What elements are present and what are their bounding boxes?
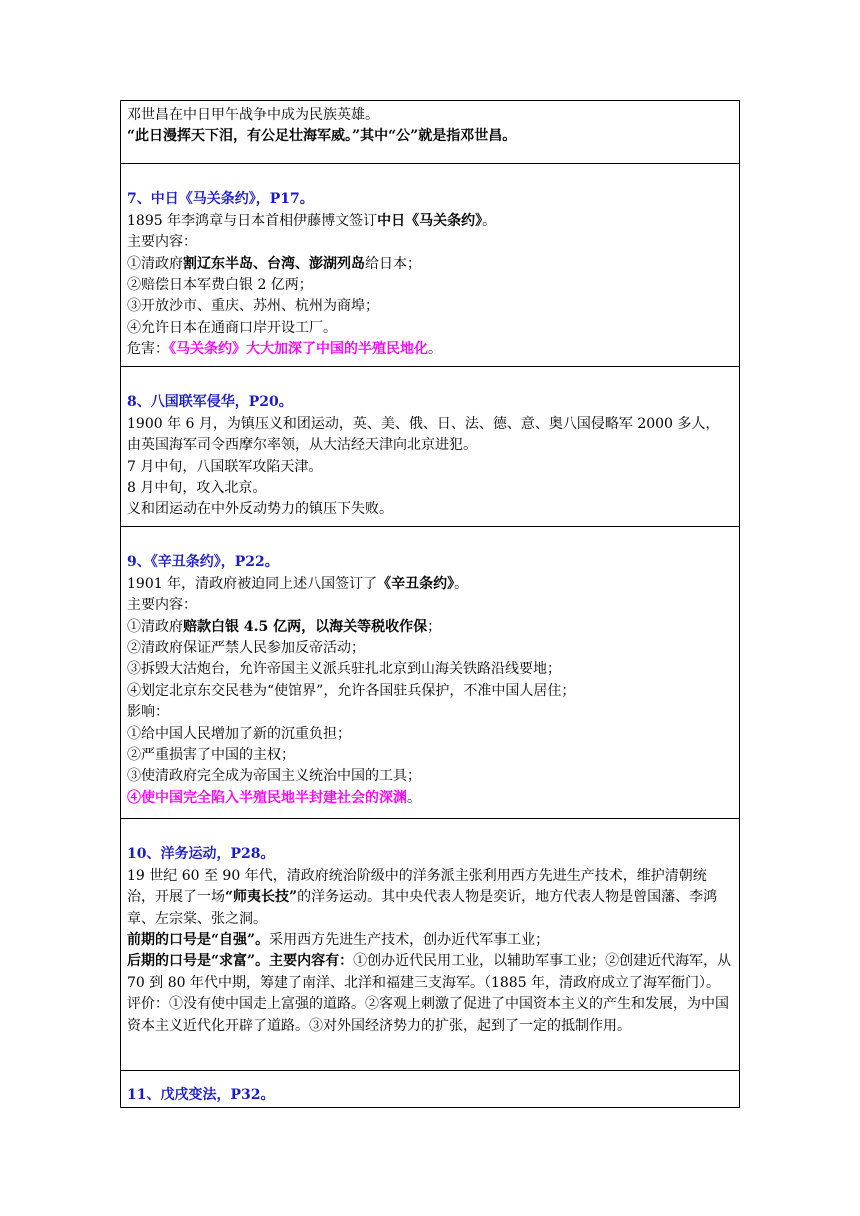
text-line: ③拆毁大沽炮台，允许帝国主义派兵驻扎北京到山海关铁路沿线要地； <box>127 661 561 678</box>
section-11 <box>121 1070 739 1107</box>
text-line: ②清政府保证严禁人民参加反帝活动； <box>127 640 365 657</box>
text-line: 主要内容： <box>127 234 197 251</box>
text-line: 前期的口号是“自强”。采用西方先进生产技术，创办近代军事工业； <box>127 932 550 949</box>
text-line: ②赔偿日本军费白银 2 亿两； <box>127 277 313 294</box>
text-line: 评价：①没有使中国走上富强的道路。②客观上刺激了促进了中国资本主义的产生和发展，为中国资本主义近代化开辟了道路。③对外国经济势力的扩张，起到了一定的抵制作用。 <box>127 996 729 1034</box>
section-title: 7、中日《马关条约》，P17。 <box>127 191 314 208</box>
text-line: 1895 年李鸿章与日本首相伊藤博文签订中日《马关条约》。 <box>127 212 497 229</box>
notes-table <box>120 100 740 1108</box>
text-line: 义和团运动在中外反动势力的镇压下失败。 <box>127 501 393 518</box>
section-title: 8、八国联军侵华，P20。 <box>127 394 293 411</box>
text-line: ①清政府割辽东半岛、台湾、澎湖列岛给日本； <box>127 255 421 272</box>
section-9 <box>121 526 739 818</box>
section-10 <box>121 818 739 1070</box>
text-line: 1901 年，清政府被迫同上述八国签订了《辛丑条约》。 <box>127 575 469 592</box>
section-8 <box>121 366 739 526</box>
text-line: ④允许日本在通商口岸开设工厂。 <box>127 319 337 336</box>
section-title: 11、戊戌变法，P32。 <box>127 1087 275 1103</box>
text-line: 1900 年 6 月，为镇压义和团运动，英、美、俄、日、法、德、意、奥八国侵略军 2000 多人，由英国海军司令西摩尔率领，从大沽经天津向北京进犯。 <box>127 415 720 454</box>
text-line: 8 月中旬，攻入北京。 <box>127 480 267 497</box>
text-line: 19 世纪 60 至 90 年代，清政府统治阶级中的洋务派主张利用西方先进生产技术，维护清朝统治，开展了一场“师夷长技”的洋务运动。其中央代表人物是奕䜣，地方代表人物是曾国藩、李鸿章、左宗棠、张之洞。 <box>127 867 718 927</box>
text-line: ③开放沙市、重庆、苏州、杭州为商埠； <box>127 298 379 315</box>
text-line: 7 月中旬，八国联军攻陷天津。 <box>127 458 323 475</box>
section-title: 10、洋务运动，P28。 <box>127 846 275 863</box>
text-line: 影响： <box>127 704 169 721</box>
text-line: 后期的口号是“求富”。主要内容有：①创办近代民用工业，以辅助军事工业；②创建近代海军，从 70 到 80 年代中期，筹建了南洋、北洋和福建三支海军。（1885 年，清政府成立了海军衙门）。 <box>127 953 732 991</box>
text-line: 主要内容： <box>127 597 197 614</box>
section-title: 9、《辛丑条约》，P22。 <box>127 554 279 571</box>
section-6 <box>121 101 739 163</box>
text-line: ①给中国人民增加了新的沉重负担； <box>127 725 351 742</box>
text-line: ②严重损害了中国的主权； <box>127 747 295 764</box>
text-line: ④使中国完全陷入半殖民地半封建社会的深渊。 <box>127 789 421 806</box>
text-line: 邓世昌在中日甲午战争中成为民族英雄。 <box>127 107 379 123</box>
text-line: 危害：《马关条约》大大加深了中国的半殖民地化。 <box>127 341 442 358</box>
text-line: ①清政府赔款白银 4.5 亿两，以海关等税收作保； <box>127 618 442 635</box>
text-line: ④划定北京东交民巷为“使馆界”，允许各国驻兵保护，不准中国人居住； <box>127 682 576 699</box>
section-7 <box>121 163 739 366</box>
text-line: “此日漫挥天下泪，有公足壮海军威。”其中“公”就是指邓世昌。 <box>127 128 517 145</box>
text-line: ③使清政府完全成为帝国主义统治中国的工具； <box>127 768 421 785</box>
